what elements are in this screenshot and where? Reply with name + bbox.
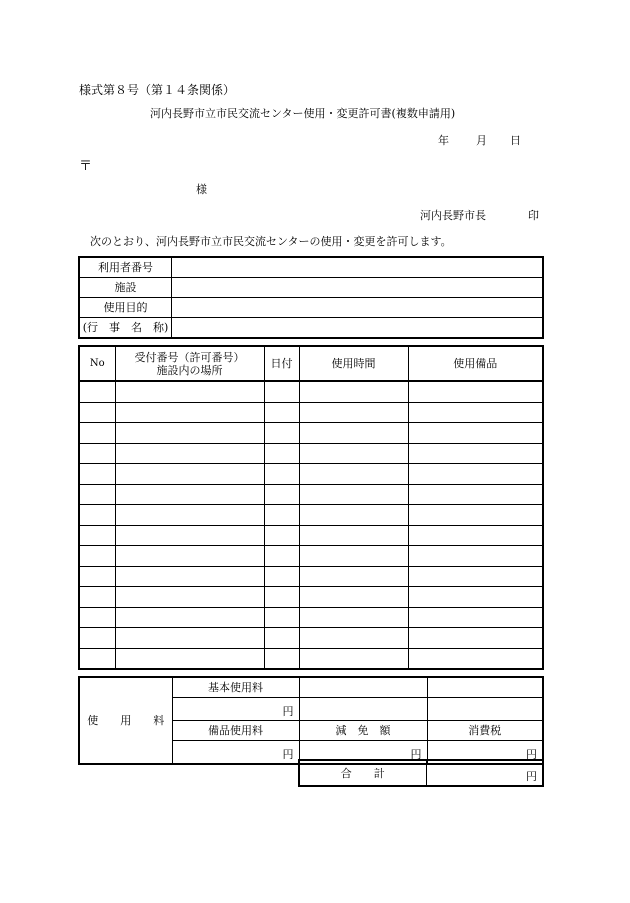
document-title: 河内長野市立市民交流センター使用・変更許可書(複数申請用)	[150, 107, 456, 120]
table-row	[79, 402, 543, 423]
table-row	[79, 628, 543, 649]
issuer-name: 河内長野市長	[420, 209, 486, 222]
table-row	[79, 607, 543, 628]
table-row	[79, 464, 543, 485]
equipment-fee-yen: 円	[172, 741, 299, 765]
equipment-fee-label: 備品使用料	[172, 721, 299, 741]
tax-label: 消費税	[427, 721, 543, 741]
table-row	[79, 381, 543, 402]
info-table	[78, 256, 544, 339]
basic-fee-label: 基本使用料	[172, 677, 299, 698]
tax-yen: 円	[526, 748, 537, 761]
date-day-label: 日	[510, 134, 521, 147]
basic-fee-field	[299, 677, 427, 698]
table-row	[79, 546, 543, 567]
table-row	[79, 484, 543, 505]
event-name-field	[172, 318, 544, 339]
form-number: 様式第８号（第１４条関係）	[79, 83, 236, 97]
table-row	[79, 648, 543, 669]
purpose-field	[172, 298, 544, 318]
col-receipt-line2: 施設内の場所	[156, 363, 223, 377]
col-receipt-line1: 受付番号（許可番号）	[134, 350, 245, 364]
col-receipt	[115, 346, 264, 381]
table-row	[79, 525, 543, 546]
usage-table	[78, 345, 544, 670]
honorific: 様	[196, 183, 207, 196]
table-row	[79, 505, 543, 526]
col-date: 日付	[264, 346, 299, 381]
reduction-yen: 円	[299, 741, 427, 765]
fees-table	[78, 676, 544, 765]
event-name-label: (行 事 名 称)	[79, 318, 172, 339]
empty-cell	[299, 698, 427, 721]
basic-fee-extra	[427, 677, 543, 698]
facility-field	[172, 278, 544, 298]
total-table	[298, 759, 544, 787]
seal-mark: 印	[528, 209, 539, 222]
facility-label: 施設	[79, 278, 172, 298]
table-row	[79, 423, 543, 444]
table-row	[79, 587, 543, 608]
total-label: 合 計	[299, 760, 426, 786]
user-number-field	[172, 257, 544, 278]
basic-fee-yen: 円	[172, 698, 299, 721]
user-number-label: 利用者番号	[79, 257, 172, 278]
date-month-label: 月	[476, 134, 487, 147]
reduction-label: 減 免 額	[299, 721, 427, 741]
date-year-label: 年	[438, 134, 449, 147]
col-time: 使用時間	[299, 346, 408, 381]
usage-fee-label: 使 用 料	[79, 677, 172, 764]
permission-statement: 次のとおり、河内長野市立市民交流センターの使用・変更を許可します。	[90, 235, 452, 248]
table-row	[79, 566, 543, 587]
empty-cell	[427, 698, 543, 721]
table-row	[79, 443, 543, 464]
total-yen: 円	[526, 770, 537, 783]
purpose-label: 使用目的	[79, 298, 172, 318]
col-equipment: 使用備品	[408, 346, 543, 381]
postal-mark: 〒	[79, 159, 93, 174]
col-no: No	[79, 346, 115, 381]
